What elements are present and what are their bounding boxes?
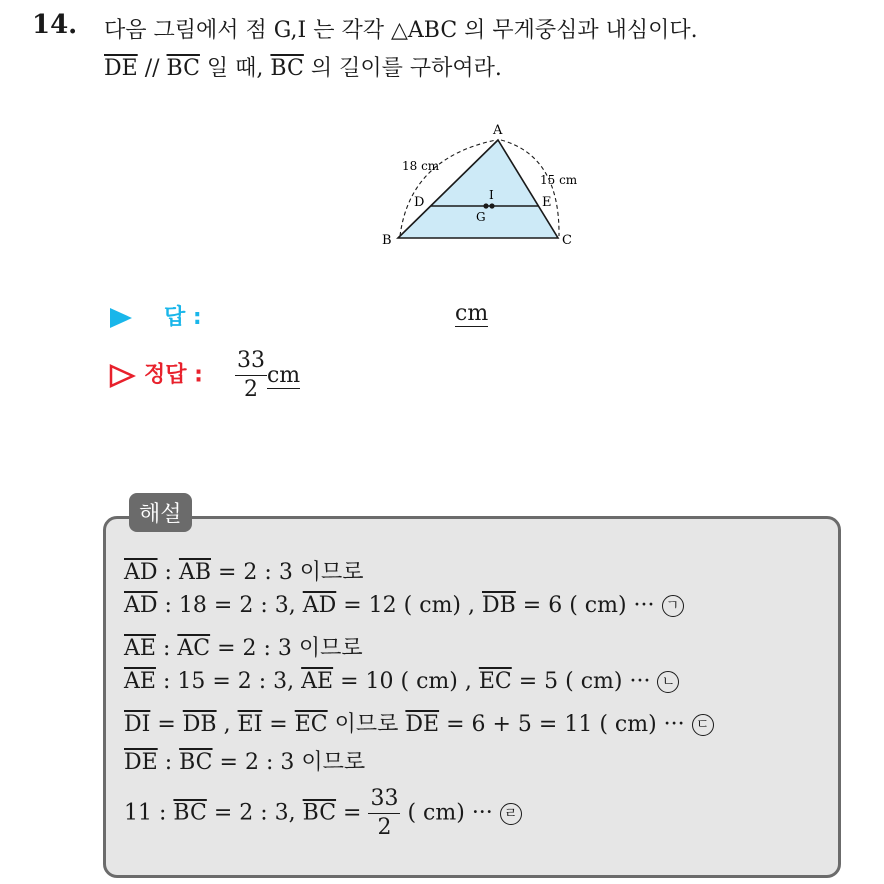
point-i [489, 203, 494, 208]
text: = 2 : 3 이므로 [211, 560, 364, 585]
segment: $\overline{AB}$ [178, 560, 211, 585]
text: = 2 : 3 이므로 [212, 750, 366, 775]
text: = 12 ( cm) , [336, 593, 482, 618]
text: = [336, 800, 369, 826]
label-g: G [476, 210, 486, 224]
text: : 15 = 2 : 3, [155, 669, 302, 694]
circled-mark: ㄴ [657, 671, 679, 693]
solution-line [124, 745, 365, 776]
text: ( cm) ··· [400, 800, 500, 826]
text: 이므로 [327, 712, 406, 737]
segment-bc: $\overline{BC}$ [270, 56, 304, 81]
question-text [104, 12, 864, 88]
text: = 2 : 3 이므로 [210, 636, 363, 661]
solution-fraction [368, 788, 400, 839]
segment: $\overline{AD}$ [124, 560, 158, 585]
point-g [483, 203, 488, 208]
segment: $\overline{AE}$ [124, 636, 156, 661]
text: : [157, 750, 180, 775]
length-ac-label: 15 cm [540, 173, 578, 187]
question-line-2 [104, 50, 864, 88]
segment: $\overline{BC}$ [173, 800, 207, 826]
text: = 2 : 3, [206, 800, 303, 826]
label-b: B [382, 233, 392, 248]
correct-answer-unit: cm [266, 363, 301, 388]
length-ab-label: 18 cm [402, 159, 440, 173]
segment: $\overline{EI}$ [237, 712, 263, 737]
circled-mark: ㄹ [500, 803, 522, 825]
answer-label: 답 : [164, 305, 202, 330]
question-number: 14. [32, 10, 78, 40]
correct-answer-row [108, 350, 300, 401]
solution-line [124, 555, 364, 586]
segment: $\overline{AE}$ [124, 669, 156, 694]
segment: $\overline{DB}$ [482, 593, 516, 618]
question-text-fragment: 일 때, [199, 56, 271, 81]
circled-mark: ㄱ [662, 595, 684, 617]
label-d: D [414, 195, 425, 210]
triangle-figure [370, 118, 590, 258]
text: = [150, 712, 183, 737]
segment: $\overline{DE}$ [124, 750, 158, 775]
segment: $\overline{AC}$ [177, 636, 211, 661]
fraction-denominator: 2 [243, 377, 258, 402]
segment: $\overline{EC}$ [294, 712, 328, 737]
fraction-numerator: 33 [235, 350, 267, 376]
fraction-denominator: 2 [377, 815, 392, 840]
circled-mark: ㄷ [692, 714, 714, 736]
text: : 18 = 2 : 3, [157, 593, 303, 618]
correct-answer-fraction [235, 350, 267, 401]
solution-line [124, 707, 714, 738]
solution-line [124, 788, 522, 839]
question-text-fragment: 의 길이를 구하여라. [303, 56, 502, 81]
solution-line [124, 593, 684, 618]
text: = 6 ( cm) ··· [515, 593, 662, 618]
answer-row [108, 300, 202, 331]
fraction-numerator: 33 [368, 788, 400, 814]
segment-bc: $\overline{BC}$ [166, 56, 200, 81]
text: , [216, 712, 238, 737]
label-a: A [493, 123, 503, 138]
segment-de: $\overline{DE}$ [104, 56, 138, 81]
label-i: I [489, 188, 494, 202]
text: : [155, 636, 178, 661]
solution-line [124, 669, 679, 694]
segment: $\overline{DI}$ [124, 712, 151, 737]
text: = 10 ( cm) , [333, 669, 479, 694]
parallel-symbol: // [137, 56, 167, 81]
outline-triangle-icon [108, 363, 136, 389]
text: 11 : [124, 800, 174, 826]
label-e: E [542, 195, 552, 210]
text: = 6 + 5 = 11 ( cm) ··· [439, 712, 692, 737]
correct-answer-label: 정답 : [144, 362, 203, 388]
solution-tag: 해설 [129, 493, 192, 532]
segment: $\overline{DB}$ [182, 712, 217, 737]
segment: $\overline{EC}$ [478, 669, 512, 694]
text: = [262, 712, 295, 737]
label-c: C [562, 233, 572, 248]
text: : [157, 560, 179, 585]
segment: $\overline{BC}$ [302, 800, 337, 826]
play-triangle-icon [108, 306, 134, 330]
solution-line [124, 631, 363, 662]
text: = 5 ( cm) ··· [511, 669, 658, 694]
segment: $\overline{BC}$ [179, 750, 213, 775]
answer-unit[interactable]: cm [455, 301, 489, 326]
segment: $\overline{DE}$ [405, 712, 440, 737]
question-line-1: 다음 그림에서 점 G,I 는 각각 △ABC 의 무게중심과 내심이다. [104, 18, 698, 43]
segment: $\overline{AD}$ [124, 593, 158, 618]
segment: $\overline{AD}$ [302, 593, 337, 618]
segment: $\overline{AE}$ [301, 669, 334, 694]
